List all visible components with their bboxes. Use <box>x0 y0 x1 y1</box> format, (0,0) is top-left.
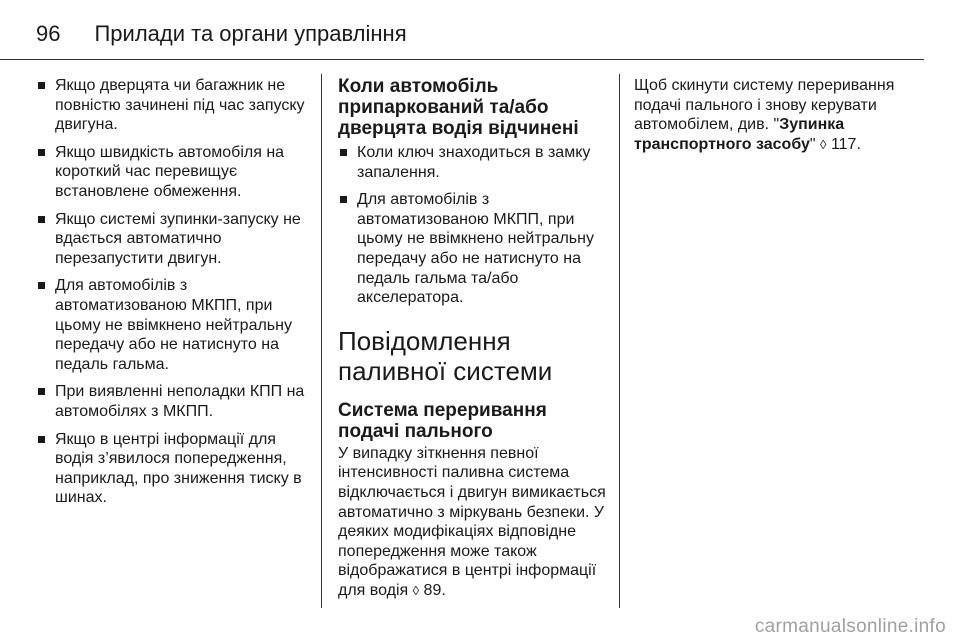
page-reference[interactable]: 89. <box>423 581 446 599</box>
reference-arrow-icon: ◊ <box>820 136 827 152</box>
list-item: Для автомобілів з автоматизованою МКПП, при цьому не ввімкнено нейтральну передачу або не натиснуто на педаль гальма. <box>36 276 308 374</box>
list-item: Якщо швидкість автомобіля на короткий час перевищує встановлене обмеження. <box>36 143 308 202</box>
parked-conditions-list <box>338 143 608 308</box>
warning-conditions-list <box>36 76 308 508</box>
reset-paragraph <box>634 76 924 154</box>
list-item: Для автомобілів з автоматизованою МКПП, при цьому не ввімкнено нейтральну передачу або не натиснуто на педаль гальма та/або акселератора. <box>338 190 608 308</box>
page-header <box>36 14 407 54</box>
section-title: Повідомлення паливної системи <box>338 325 553 386</box>
watermark: carmanualsonline.info <box>754 616 946 637</box>
column-divider-2 <box>619 74 620 608</box>
parked-heading: Коли автомобіль припаркований та/або дверцята водія відчинені <box>338 76 579 139</box>
fuel-cutoff-paragraph <box>338 444 608 601</box>
vehicle-stop-link[interactable]: Зупинка транспортного засобу <box>634 116 845 153</box>
column-1 <box>36 76 308 516</box>
paragraph-text: У випадку зіткнення певної інтенсивності паливна система відключається і двигун вимикається автоматично з міркувань безпеки. У деяких модифікаціях відповідне попередження може також відображатися в центрі інформації для водія <box>338 444 606 599</box>
column-2 <box>338 76 608 601</box>
column-divider-1 <box>321 74 322 608</box>
header-rule <box>0 59 924 60</box>
subsection-title: Система переривання подачі пального <box>338 399 547 442</box>
list-item: При виявленні неполадки КПП на автомобілях з МКПП. <box>36 382 308 421</box>
page-title: Прилади та органи управління <box>94 21 407 46</box>
list-item: Коли ключ знаходиться в замку запалення. <box>338 143 608 182</box>
list-item: Якщо системі зупинки-запуску не вдається автоматично перезапустити двигун. <box>36 210 308 269</box>
paragraph-text: Щоб скинути систему переривання подачі пального і знову керувати автомобілем, див. " <box>634 77 895 134</box>
list-item: Якщо дверцята чи багажник не повністю зачинені під час запуску двигуна. <box>36 76 308 135</box>
list-item: Якщо в центрі інформації для водія з’явилося попередження, наприклад, про зниження тиску в шинах. <box>36 430 308 508</box>
page-reference[interactable]: 117. <box>830 135 861 153</box>
page-number: 96 <box>36 21 61 46</box>
quote-close: " <box>809 135 816 153</box>
column-3 <box>634 76 924 154</box>
reference-arrow-icon: ◊ <box>412 582 420 598</box>
